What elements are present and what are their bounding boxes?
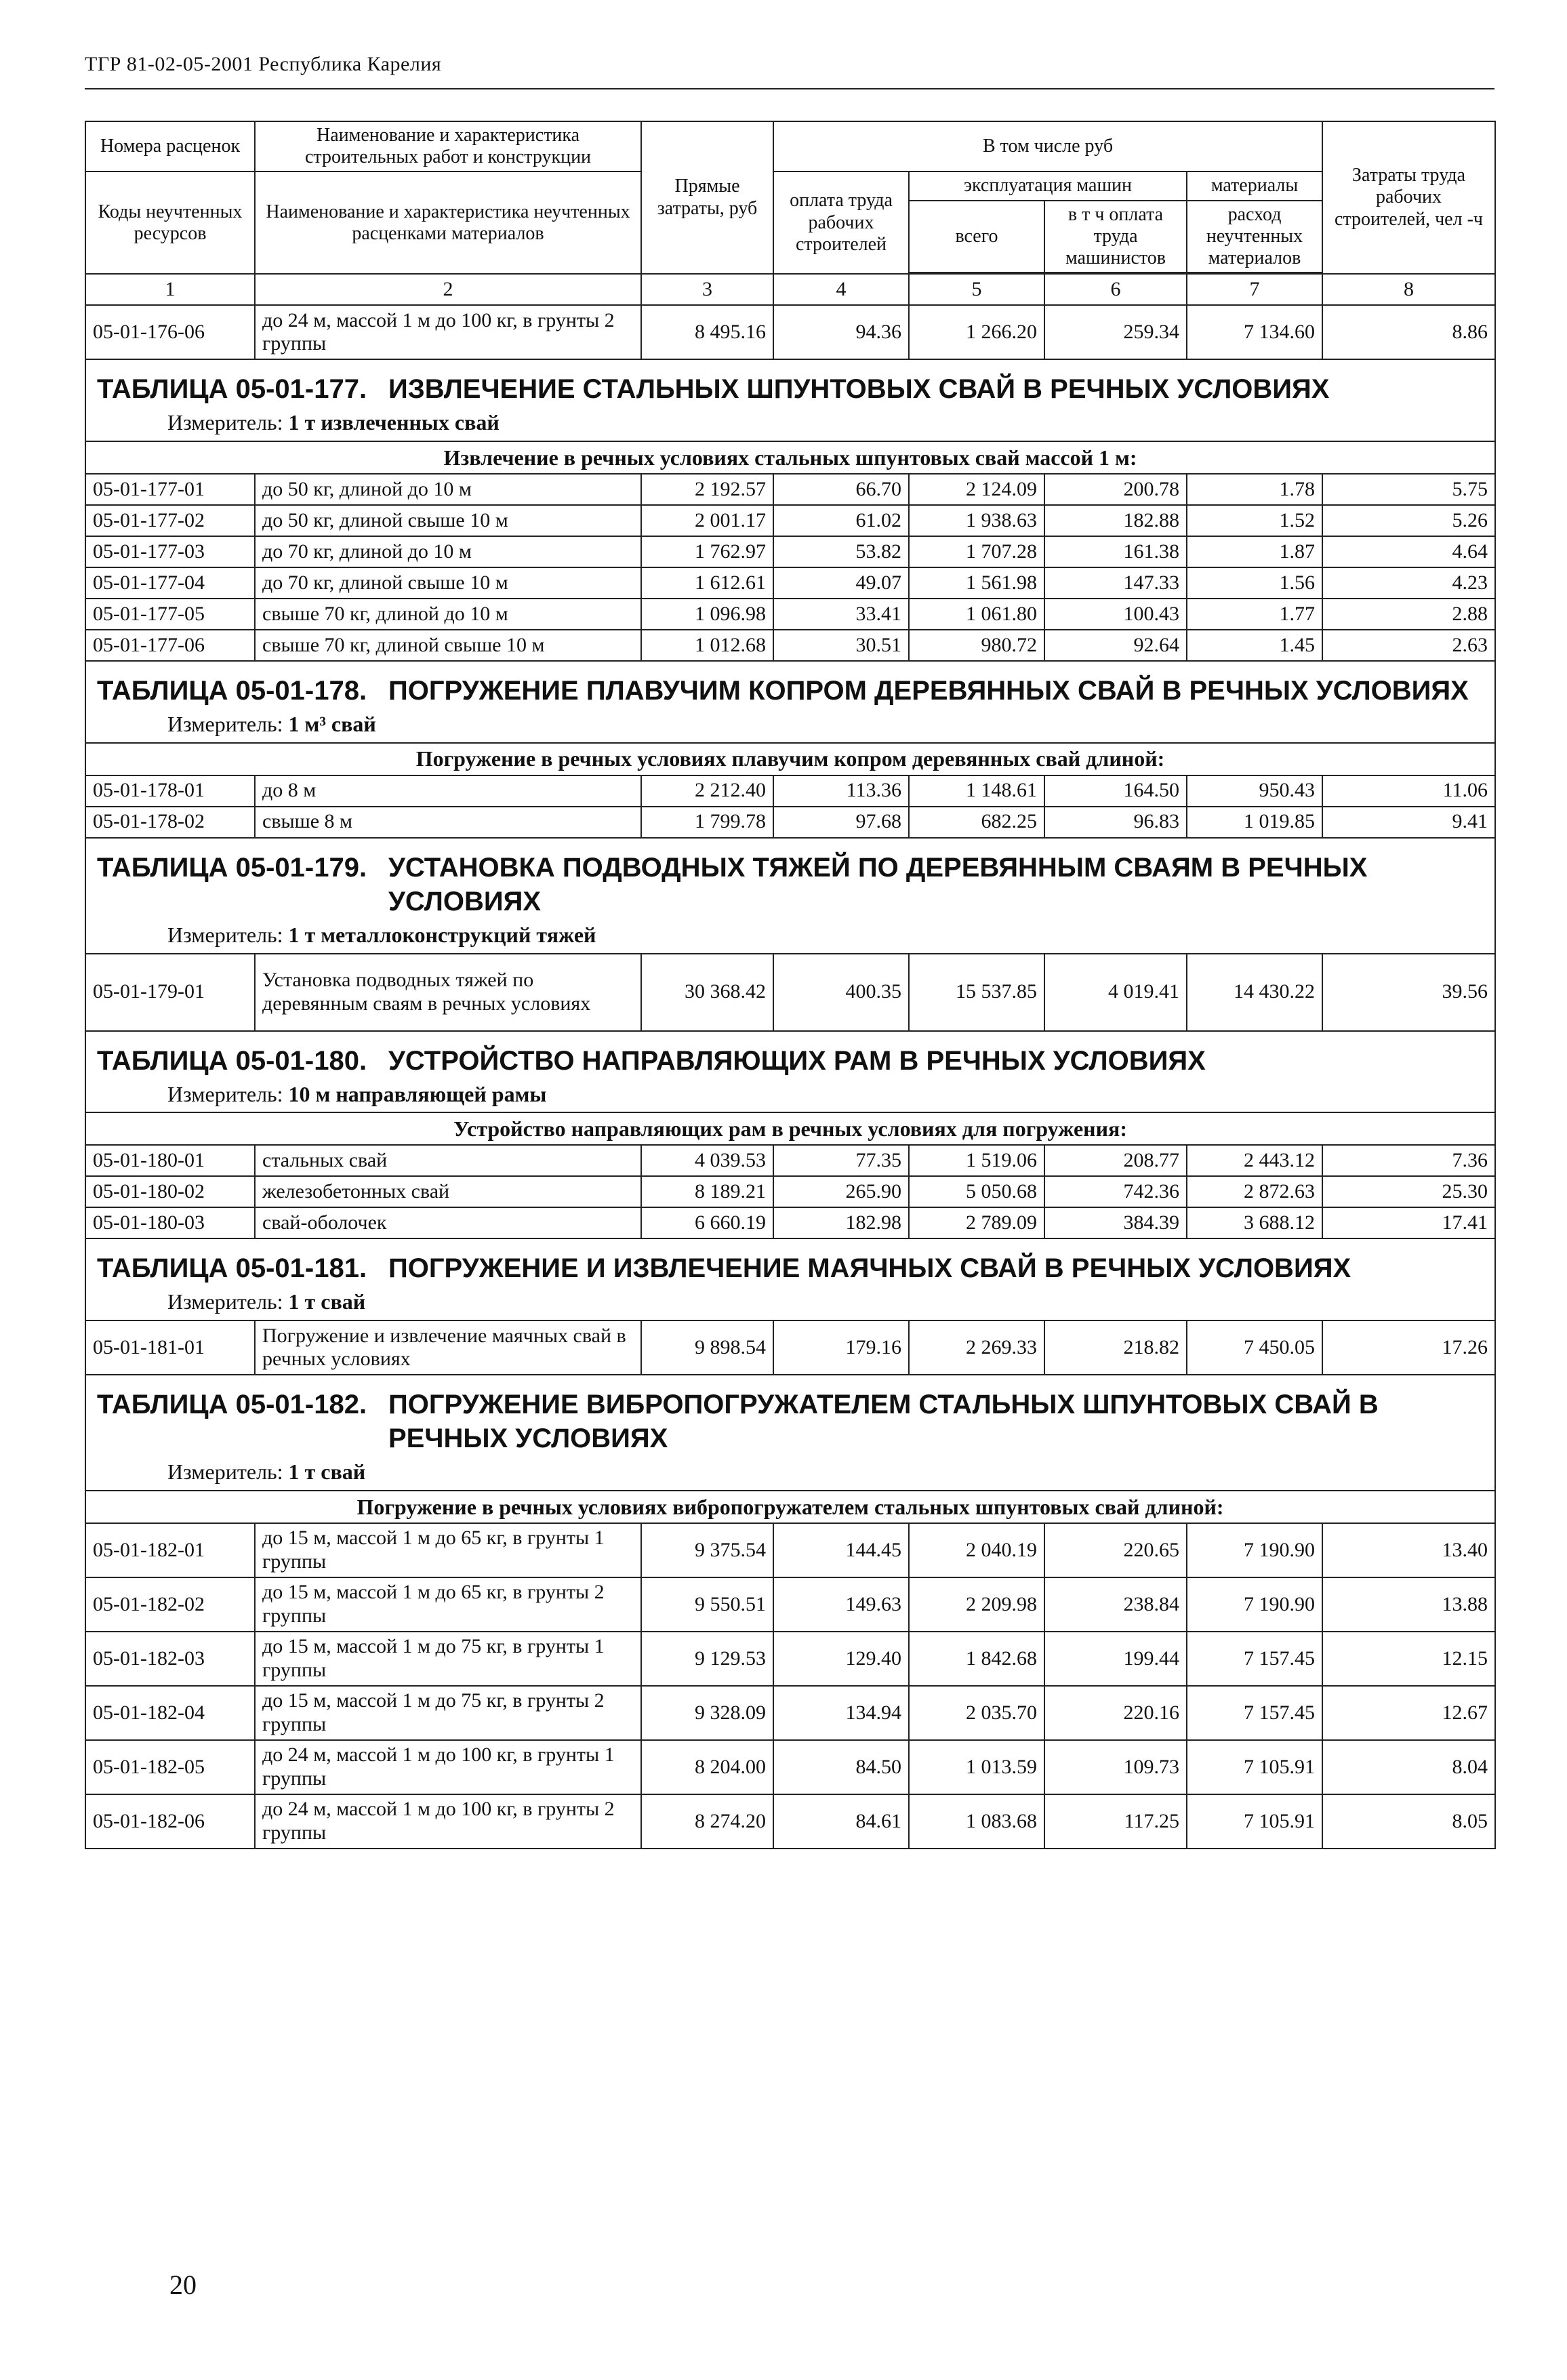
labor-pay: 84.61 bbox=[773, 1794, 909, 1849]
section-title bbox=[86, 839, 1494, 919]
machines-total: 2 040.19 bbox=[909, 1523, 1044, 1577]
rate-code: 05-01-182-03 bbox=[85, 1632, 255, 1686]
materials: 14 430.22 bbox=[1187, 954, 1322, 1031]
section-title-text: УСТАНОВКА ПОДВОДНЫХ ТЯЖЕЙ ПО ДЕРЕВЯННЫМ СВАЯМ В РЕЧНЫХ УСЛОВИЯХ bbox=[388, 852, 1368, 916]
materials: 7 450.05 bbox=[1187, 1320, 1322, 1375]
labor-hours: 17.26 bbox=[1322, 1320, 1495, 1375]
meter-value: 1 т извлеченных свай bbox=[288, 410, 500, 435]
rate-code: 05-01-182-06 bbox=[85, 1794, 255, 1849]
materials: 7 190.90 bbox=[1187, 1523, 1322, 1577]
direct-cost: 8 189.21 bbox=[641, 1176, 773, 1207]
labor-hours: 17.41 bbox=[1322, 1207, 1495, 1238]
machinists-pay: 220.65 bbox=[1044, 1523, 1187, 1577]
materials: 7 134.60 bbox=[1187, 305, 1322, 359]
direct-cost: 9 550.51 bbox=[641, 1577, 773, 1632]
header-col2-bottom: Наименование и характеристика неучтенных расценками материалов bbox=[255, 172, 641, 274]
machinists-pay: 208.77 bbox=[1044, 1145, 1187, 1176]
rate-name: до 50 кг, длиной до 10 м bbox=[255, 474, 641, 505]
column-number: 3 bbox=[641, 274, 773, 305]
section-meter bbox=[86, 1285, 1494, 1320]
rate-code: 05-01-182-05 bbox=[85, 1740, 255, 1794]
labor-pay: 49.07 bbox=[773, 567, 909, 599]
rate-code: 05-01-182-04 bbox=[85, 1686, 255, 1740]
rate-name: до 15 м, массой 1 м до 75 кг, в грунты 1 группы bbox=[255, 1632, 641, 1686]
direct-cost: 2 192.57 bbox=[641, 474, 773, 505]
materials: 1 019.85 bbox=[1187, 807, 1322, 838]
machines-total: 1 266.20 bbox=[909, 305, 1044, 359]
table-row bbox=[85, 1686, 1495, 1740]
direct-cost: 1 799.78 bbox=[641, 807, 773, 838]
rate-code: 05-01-180-03 bbox=[85, 1207, 255, 1238]
table-row bbox=[85, 1207, 1495, 1238]
section-label: ТАБЛИЦА 05-01-181. bbox=[97, 1253, 367, 1284]
header-group: В том числе руб bbox=[773, 121, 1322, 172]
section-subheading: Устройство направляющих рам в речных условиях для погружения: bbox=[85, 1112, 1495, 1145]
materials: 3 688.12 bbox=[1187, 1207, 1322, 1238]
meter-value: 1 т металлоконструкций тяжей bbox=[288, 922, 596, 947]
page-header: ТГР 81-02-05-2001 Республика Карелия bbox=[85, 53, 442, 75]
rate-code: 05-01-177-03 bbox=[85, 536, 255, 567]
table-row bbox=[85, 1176, 1495, 1207]
labor-pay: 149.63 bbox=[773, 1577, 909, 1632]
table-row bbox=[85, 1145, 1495, 1176]
direct-cost: 1 012.68 bbox=[641, 630, 773, 661]
materials: 7 157.45 bbox=[1187, 1632, 1322, 1686]
header-col8: Затраты труда рабочих строителей, чел -ч bbox=[1322, 121, 1495, 274]
table-row bbox=[85, 505, 1495, 536]
column-number: 4 bbox=[773, 274, 909, 305]
column-number: 6 bbox=[1044, 274, 1187, 305]
table-section-heading bbox=[85, 1031, 1495, 1113]
materials: 950.43 bbox=[1187, 775, 1322, 807]
table-row bbox=[85, 807, 1495, 838]
table-section-heading bbox=[85, 1375, 1495, 1491]
materials: 1.78 bbox=[1187, 474, 1322, 505]
materials: 1.45 bbox=[1187, 630, 1322, 661]
labor-pay: 400.35 bbox=[773, 954, 909, 1031]
materials: 7 105.91 bbox=[1187, 1794, 1322, 1849]
header-col6: в т ч оплата труда машинистов bbox=[1044, 201, 1187, 273]
meter-prefix: Измеритель: bbox=[167, 410, 283, 435]
materials: 1.56 bbox=[1187, 567, 1322, 599]
section-label: ТАБЛИЦА 05-01-179. bbox=[97, 852, 367, 883]
section-label: ТАБЛИЦА 05-01-180. bbox=[97, 1045, 367, 1076]
labor-hours: 8.05 bbox=[1322, 1794, 1495, 1849]
table-row bbox=[85, 599, 1495, 630]
column-number: 1 bbox=[85, 274, 255, 305]
column-number: 8 bbox=[1322, 274, 1495, 305]
direct-cost: 30 368.42 bbox=[641, 954, 773, 1031]
section-label: ТАБЛИЦА 05-01-177. bbox=[97, 374, 367, 405]
machinists-pay: 147.33 bbox=[1044, 567, 1187, 599]
materials: 7 157.45 bbox=[1187, 1686, 1322, 1740]
rate-code: 05-01-178-02 bbox=[85, 807, 255, 838]
page-number: 20 bbox=[169, 2270, 197, 2300]
direct-cost: 6 660.19 bbox=[641, 1207, 773, 1238]
header-col5: всего bbox=[909, 201, 1044, 273]
column-number: 5 bbox=[909, 274, 1044, 305]
direct-cost: 9 129.53 bbox=[641, 1632, 773, 1686]
direct-cost: 8 495.16 bbox=[641, 305, 773, 359]
labor-hours: 7.36 bbox=[1322, 1145, 1495, 1176]
machines-total: 1 148.61 bbox=[909, 775, 1044, 807]
direct-cost: 1 612.61 bbox=[641, 567, 773, 599]
direct-cost: 4 039.53 bbox=[641, 1145, 773, 1176]
machines-total: 1 519.06 bbox=[909, 1145, 1044, 1176]
rate-code: 05-01-177-04 bbox=[85, 567, 255, 599]
machines-total: 682.25 bbox=[909, 807, 1044, 838]
direct-cost: 8 274.20 bbox=[641, 1794, 773, 1849]
table-row bbox=[85, 954, 1495, 1031]
price-table bbox=[85, 121, 1496, 1849]
labor-pay: 97.68 bbox=[773, 807, 909, 838]
labor-hours: 4.64 bbox=[1322, 536, 1495, 567]
section-title bbox=[86, 360, 1494, 406]
table-section-heading bbox=[85, 661, 1495, 743]
column-number: 7 bbox=[1187, 274, 1322, 305]
machines-total: 980.72 bbox=[909, 630, 1044, 661]
labor-pay: 61.02 bbox=[773, 505, 909, 536]
rate-name: Установка подводных тяжей по деревянным сваям в речных условиях bbox=[255, 954, 641, 1031]
section-title-text: ПОГРУЖЕНИЕ И ИЗВЛЕЧЕНИЕ МАЯЧНЫХ СВАЙ В РЕЧНЫХ УСЛОВИЯХ bbox=[388, 1253, 1351, 1284]
rate-name: стальных свай bbox=[255, 1145, 641, 1176]
header-col3: Прямые затраты, руб bbox=[641, 121, 773, 274]
machines-total: 2 209.98 bbox=[909, 1577, 1044, 1632]
table-row bbox=[85, 630, 1495, 661]
direct-cost: 2 001.17 bbox=[641, 505, 773, 536]
machines-total: 15 537.85 bbox=[909, 954, 1044, 1031]
table-row bbox=[85, 1632, 1495, 1686]
labor-hours: 2.63 bbox=[1322, 630, 1495, 661]
section-title-text: ПОГРУЖЕНИЕ ВИБРОПОГРУЖАТЕЛЕМ СТАЛЬНЫХ ШПУНТОВЫХ СВАЙ В РЕЧНЫХ УСЛОВИЯХ bbox=[388, 1390, 1379, 1454]
header-col7: расход неучтенных материалов bbox=[1187, 201, 1322, 273]
rate-code: 05-01-181-01 bbox=[85, 1320, 255, 1375]
machinists-pay: 117.25 bbox=[1044, 1794, 1187, 1849]
materials: 2 443.12 bbox=[1187, 1145, 1322, 1176]
meter-prefix: Измеритель: bbox=[167, 1289, 283, 1314]
section-title bbox=[86, 1239, 1494, 1285]
labor-hours: 12.67 bbox=[1322, 1686, 1495, 1740]
labor-hours: 13.88 bbox=[1322, 1577, 1495, 1632]
rate-name: до 70 кг, длиной до 10 м bbox=[255, 536, 641, 567]
materials: 1.87 bbox=[1187, 536, 1322, 567]
labor-hours: 4.23 bbox=[1322, 567, 1495, 599]
section-title bbox=[86, 1375, 1494, 1455]
labor-pay: 144.45 bbox=[773, 1523, 909, 1577]
rate-code: 05-01-179-01 bbox=[85, 954, 255, 1031]
column-number: 2 bbox=[255, 274, 641, 305]
direct-cost: 8 204.00 bbox=[641, 1740, 773, 1794]
labor-hours: 9.41 bbox=[1322, 807, 1495, 838]
labor-pay: 134.94 bbox=[773, 1686, 909, 1740]
section-subheading: Погружение в речных условиях вибропогружателем стальных шпунтовых свай длиной: bbox=[85, 1491, 1495, 1523]
table-section-heading bbox=[85, 838, 1495, 954]
labor-hours: 12.15 bbox=[1322, 1632, 1495, 1686]
labor-pay: 113.36 bbox=[773, 775, 909, 807]
table-row bbox=[85, 474, 1495, 505]
direct-cost: 2 212.40 bbox=[641, 775, 773, 807]
table-row bbox=[85, 305, 1495, 359]
rate-name: до 24 м, массой 1 м до 100 кг, в грунты 2 группы bbox=[255, 1794, 641, 1849]
labor-hours: 5.26 bbox=[1322, 505, 1495, 536]
machinists-pay: 220.16 bbox=[1044, 1686, 1187, 1740]
rate-name: до 15 м, массой 1 м до 65 кг, в грунты 2 группы bbox=[255, 1577, 641, 1632]
labor-pay: 179.16 bbox=[773, 1320, 909, 1375]
machinists-pay: 109.73 bbox=[1044, 1740, 1187, 1794]
machinists-pay: 100.43 bbox=[1044, 599, 1187, 630]
section-title-text: ПОГРУЖЕНИЕ ПЛАВУЧИМ КОПРОМ ДЕРЕВЯННЫХ СВАЙ В РЕЧНЫХ УСЛОВИЯХ bbox=[388, 675, 1469, 706]
table-row bbox=[85, 775, 1495, 807]
meter-prefix: Измеритель: bbox=[167, 922, 283, 947]
rate-code: 05-01-177-02 bbox=[85, 505, 255, 536]
header-materials: материалы bbox=[1187, 172, 1322, 200]
section-meter bbox=[86, 406, 1494, 441]
header-machines: эксплуатация машин bbox=[909, 172, 1187, 200]
rate-code: 05-01-182-02 bbox=[85, 1577, 255, 1632]
machinists-pay: 92.64 bbox=[1044, 630, 1187, 661]
machinists-pay: 96.83 bbox=[1044, 807, 1187, 838]
table-row bbox=[85, 1740, 1495, 1794]
header-rule bbox=[85, 88, 1494, 89]
rate-code: 05-01-177-05 bbox=[85, 599, 255, 630]
header-col1-top: Номера расценок bbox=[85, 121, 255, 172]
machines-total: 1 013.59 bbox=[909, 1740, 1044, 1794]
meter-value: 1 т свай bbox=[288, 1459, 366, 1485]
labor-hours: 5.75 bbox=[1322, 474, 1495, 505]
rate-name: до 8 м bbox=[255, 775, 641, 807]
rate-code: 05-01-180-01 bbox=[85, 1145, 255, 1176]
section-title-text: ИЗВЛЕЧЕНИЕ СТАЛЬНЫХ ШПУНТОВЫХ СВАЙ В РЕЧНЫХ УСЛОВИЯХ bbox=[388, 374, 1330, 405]
labor-pay: 77.35 bbox=[773, 1145, 909, 1176]
rate-name: до 70 кг, длиной свыше 10 м bbox=[255, 567, 641, 599]
table-row bbox=[85, 567, 1495, 599]
section-label: ТАБЛИЦА 05-01-178. bbox=[97, 675, 367, 706]
header-col4: оплата труда рабочих строителей bbox=[773, 172, 909, 274]
machines-total: 1 842.68 bbox=[909, 1632, 1044, 1686]
machinists-pay: 199.44 bbox=[1044, 1632, 1187, 1686]
table-row bbox=[85, 1320, 1495, 1375]
table-section-heading bbox=[85, 359, 1495, 441]
labor-pay: 94.36 bbox=[773, 305, 909, 359]
meter-value: 1 м³ свай bbox=[288, 711, 376, 736]
section-title bbox=[86, 1032, 1494, 1078]
materials: 7 105.91 bbox=[1187, 1740, 1322, 1794]
labor-hours: 8.86 bbox=[1322, 305, 1495, 359]
section-subheading: Извлечение в речных условиях стальных шпунтовых свай массой 1 м: bbox=[85, 441, 1495, 474]
labor-hours: 2.88 bbox=[1322, 599, 1495, 630]
labor-pay: 84.50 bbox=[773, 1740, 909, 1794]
header-col1-bottom: Коды неучтенных ресурсов bbox=[85, 172, 255, 274]
table-row bbox=[85, 1794, 1495, 1849]
machines-total: 1 083.68 bbox=[909, 1794, 1044, 1849]
labor-pay: 33.41 bbox=[773, 599, 909, 630]
machinists-pay: 238.84 bbox=[1044, 1577, 1187, 1632]
materials: 2 872.63 bbox=[1187, 1176, 1322, 1207]
direct-cost: 9 898.54 bbox=[641, 1320, 773, 1375]
meter-prefix: Измеритель: bbox=[167, 1081, 283, 1106]
section-title-text: УСТРОЙСТВО НАПРАВЛЯЮЩИХ РАМ В РЕЧНЫХ УСЛОВИЯХ bbox=[388, 1045, 1206, 1076]
machinists-pay: 200.78 bbox=[1044, 474, 1187, 505]
machines-total: 2 124.09 bbox=[909, 474, 1044, 505]
labor-pay: 30.51 bbox=[773, 630, 909, 661]
labor-hours: 39.56 bbox=[1322, 954, 1495, 1031]
labor-pay: 53.82 bbox=[773, 536, 909, 567]
column-number-row bbox=[85, 274, 1495, 305]
labor-hours: 13.40 bbox=[1322, 1523, 1495, 1577]
direct-cost: 1 096.98 bbox=[641, 599, 773, 630]
machinists-pay: 384.39 bbox=[1044, 1207, 1187, 1238]
section-meter bbox=[86, 708, 1494, 742]
section-meter bbox=[86, 919, 1494, 953]
section-meter bbox=[86, 1455, 1494, 1490]
rate-name: до 24 м, массой 1 м до 100 кг, в грунты 2 группы bbox=[255, 305, 641, 359]
machinists-pay: 259.34 bbox=[1044, 305, 1187, 359]
machines-total: 1 561.98 bbox=[909, 567, 1044, 599]
labor-pay: 182.98 bbox=[773, 1207, 909, 1238]
labor-pay: 265.90 bbox=[773, 1176, 909, 1207]
table-row bbox=[85, 536, 1495, 567]
rate-code: 05-01-177-01 bbox=[85, 474, 255, 505]
meter-prefix: Измеритель: bbox=[167, 1459, 283, 1485]
section-meter bbox=[86, 1078, 1494, 1112]
section-label: ТАБЛИЦА 05-01-182. bbox=[97, 1390, 367, 1420]
labor-pay: 129.40 bbox=[773, 1632, 909, 1686]
machinists-pay: 161.38 bbox=[1044, 536, 1187, 567]
labor-pay: 66.70 bbox=[773, 474, 909, 505]
rate-name: свыше 8 м bbox=[255, 807, 641, 838]
materials: 1.77 bbox=[1187, 599, 1322, 630]
machines-total: 2 035.70 bbox=[909, 1686, 1044, 1740]
meter-prefix: Измеритель: bbox=[167, 711, 283, 736]
rate-name: до 15 м, массой 1 м до 75 кг, в грунты 2 группы bbox=[255, 1686, 641, 1740]
direct-cost: 9 375.54 bbox=[641, 1523, 773, 1577]
table-row bbox=[85, 1523, 1495, 1577]
rate-name: до 24 м, массой 1 м до 100 кг, в грунты 1 группы bbox=[255, 1740, 641, 1794]
materials: 1.52 bbox=[1187, 505, 1322, 536]
materials: 7 190.90 bbox=[1187, 1577, 1322, 1632]
meter-value: 1 т свай bbox=[288, 1289, 366, 1314]
labor-hours: 8.04 bbox=[1322, 1740, 1495, 1794]
rate-name: железобетонных свай bbox=[255, 1176, 641, 1207]
rate-code: 05-01-178-01 bbox=[85, 775, 255, 807]
rate-name: Погружение и извлечение маячных свай в речных условиях bbox=[255, 1320, 641, 1375]
table-section-heading bbox=[85, 1238, 1495, 1320]
rate-name: свыше 70 кг, длиной до 10 м bbox=[255, 599, 641, 630]
section-title bbox=[86, 662, 1494, 708]
machinists-pay: 742.36 bbox=[1044, 1176, 1187, 1207]
machinists-pay: 4 019.41 bbox=[1044, 954, 1187, 1031]
machines-total: 2 269.33 bbox=[909, 1320, 1044, 1375]
rate-name: до 50 кг, длиной свыше 10 м bbox=[255, 505, 641, 536]
machinists-pay: 164.50 bbox=[1044, 775, 1187, 807]
machinists-pay: 182.88 bbox=[1044, 505, 1187, 536]
machines-total: 1 707.28 bbox=[909, 536, 1044, 567]
table-row bbox=[85, 1577, 1495, 1632]
rate-code: 05-01-176-06 bbox=[85, 305, 255, 359]
machines-total: 2 789.09 bbox=[909, 1207, 1044, 1238]
rate-code: 05-01-177-06 bbox=[85, 630, 255, 661]
price-table-sheet bbox=[85, 121, 1494, 1849]
direct-cost: 1 762.97 bbox=[641, 536, 773, 567]
rate-name: свыше 70 кг, длиной свыше 10 м bbox=[255, 630, 641, 661]
labor-hours: 25.30 bbox=[1322, 1176, 1495, 1207]
header-col2-top: Наименование и характеристика строительных работ и конструкции bbox=[255, 121, 641, 172]
rate-code: 05-01-180-02 bbox=[85, 1176, 255, 1207]
rate-name: до 15 м, массой 1 м до 65 кг, в грунты 1 группы bbox=[255, 1523, 641, 1577]
machines-total: 5 050.68 bbox=[909, 1176, 1044, 1207]
meter-value: 10 м направляющей рамы bbox=[288, 1081, 547, 1106]
machinists-pay: 218.82 bbox=[1044, 1320, 1187, 1375]
rate-name: свай-оболочек bbox=[255, 1207, 641, 1238]
machines-total: 1 938.63 bbox=[909, 505, 1044, 536]
labor-hours: 11.06 bbox=[1322, 775, 1495, 807]
machines-total: 1 061.80 bbox=[909, 599, 1044, 630]
section-subheading: Погружение в речных условиях плавучим копром деревянных свай длиной: bbox=[85, 743, 1495, 775]
rate-code: 05-01-182-01 bbox=[85, 1523, 255, 1577]
direct-cost: 9 328.09 bbox=[641, 1686, 773, 1740]
